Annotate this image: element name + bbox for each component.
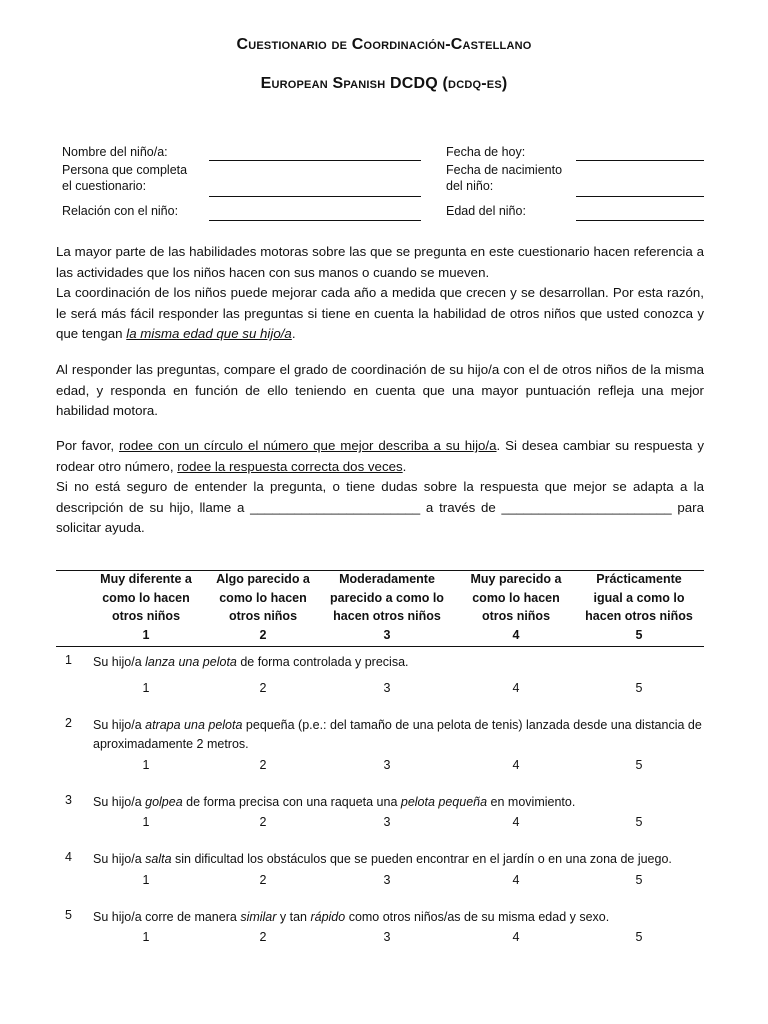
question-text-part: Su hijo/a: [93, 718, 146, 732]
scale-column-text: 5: [635, 627, 643, 642]
scale-column-text: como lo hacen: [472, 590, 560, 605]
question-text-part: sin dificultad los obstáculos que se pueden encontrar en el jardín o en una zona de juego.: [171, 852, 672, 866]
score-option[interactable]: 1: [142, 758, 150, 772]
question-emphasis: lanza una pelota: [145, 655, 237, 669]
scale-column-1: [84, 570, 208, 644]
scale-column-text: hacen otros niños: [585, 609, 693, 623]
question-number: 1: [65, 653, 72, 667]
table-header-rule: [56, 646, 704, 647]
age-field[interactable]: [576, 220, 704, 221]
question-number: 4: [65, 850, 72, 864]
birth-date-label-line2: del niño:: [446, 179, 494, 193]
score-option[interactable]: 1: [142, 873, 150, 887]
scale-column-text: 4: [512, 627, 520, 642]
relation-label: Relación con el niño:: [62, 204, 179, 218]
page-title: Cuestionario de Coordinación-Castellano: [236, 36, 532, 53]
score-option[interactable]: 3: [383, 873, 391, 887]
score-option[interactable]: 4: [512, 681, 520, 695]
today-date-field[interactable]: [576, 160, 704, 161]
birth-date-field[interactable]: [576, 196, 704, 197]
score-option[interactable]: 1: [142, 681, 150, 695]
scale-column-text: Moderadamente: [339, 572, 435, 586]
question-text-part: en movimiento.: [487, 795, 576, 809]
child-name-field[interactable]: [209, 160, 421, 161]
intro-paragraph-5: Si no está seguro de entender la pregunta, o tiene dudas sobre la respuesta que mejor se adapta a la descripción de su hijo, llame a _______________________ a través de _______________________ para solicitar ayuda.: [56, 479, 704, 535]
question-emphasis: atrapa una pelota: [145, 718, 243, 732]
scale-column-text: como lo hacen: [219, 590, 307, 605]
question-emphasis: pelota pequeña: [400, 795, 488, 809]
question-text-part: Su hijo/a: [93, 852, 146, 866]
scale-column-text: como lo hacen: [102, 590, 190, 605]
score-option[interactable]: 3: [383, 930, 391, 944]
question-text-part: como otros niños/as de su misma edad y sexo.: [345, 910, 610, 924]
intro-paragraph-1: La mayor parte de las habilidades motoras sobre las que se pregunta en este cuestionario hacen referencia a las actividades que los niños hacen con sus manos o cuando se mueven.: [56, 244, 704, 280]
score-option[interactable]: 2: [259, 873, 267, 887]
scale-column-2: [201, 570, 325, 644]
score-option[interactable]: 4: [512, 930, 520, 944]
score-option[interactable]: 5: [635, 758, 643, 772]
question-text: [93, 793, 705, 812]
birth-date-label-line1: Fecha de nacimiento: [446, 163, 563, 177]
scale-column-text: Muy diferente a: [100, 572, 192, 586]
score-option[interactable]: 1: [142, 815, 150, 829]
scale-column-text: 3: [383, 627, 391, 642]
scale-column-text: Prácticamente: [596, 572, 682, 586]
question-emphasis: golpea: [145, 795, 183, 809]
score-option[interactable]: 3: [383, 758, 391, 772]
score-option[interactable]: 2: [259, 681, 267, 695]
scale-column-3: [325, 570, 449, 644]
score-option[interactable]: 1: [142, 930, 150, 944]
score-option[interactable]: 2: [259, 815, 267, 829]
scale-column-text: Algo parecido a: [216, 572, 310, 586]
score-option[interactable]: 3: [383, 681, 391, 695]
question-text: [93, 716, 705, 754]
question-text: [93, 653, 705, 672]
question-text-part: y tan: [276, 910, 311, 924]
intro-paragraph-3: Al responder las preguntas, compare el grado de coordinación de su hijo/a con el de otros niños de la misma edad, y responda en función de ello teniendo en cuenta que una mayor puntuación refleja una mejor habilidad motora.: [56, 362, 704, 418]
question-text: [93, 908, 705, 927]
scale-column-text: otros niños: [481, 609, 551, 623]
score-option[interactable]: 4: [512, 758, 520, 772]
question-emphasis: rápido: [310, 910, 346, 924]
scale-column-text: otros niños: [228, 609, 298, 623]
page-subtitle: European Spanish DCDQ (dcdq-es): [260, 75, 508, 92]
score-option[interactable]: 5: [635, 930, 643, 944]
question-emphasis: salta: [145, 852, 172, 866]
score-option[interactable]: 4: [512, 815, 520, 829]
question-text-part: Su hijo/a corre de manera: [93, 910, 241, 924]
completer-label-line1: Persona que completa: [62, 163, 188, 177]
scale-column-5: [577, 570, 701, 644]
completer-field[interactable]: [209, 196, 421, 197]
scale-column-4: [454, 570, 578, 644]
score-option[interactable]: 2: [259, 758, 267, 772]
child-name-label: Nombre del niño/a:: [62, 145, 168, 159]
intro-block-1: [56, 242, 704, 345]
question-text-part: Su hijo/a: [93, 795, 146, 809]
scale-column-text: 1: [142, 627, 150, 642]
score-option[interactable]: 2: [259, 930, 267, 944]
age-label: Edad del niño:: [446, 204, 526, 218]
scale-column-text: Muy parecido a: [470, 572, 562, 586]
completer-label-line2: el cuestionario:: [62, 179, 147, 193]
question-text-part: de forma controlada y precisa.: [236, 655, 409, 669]
question-number: 3: [65, 793, 72, 807]
intro-block-2: [56, 436, 704, 539]
scale-column-text: parecido a como lo: [330, 590, 444, 605]
scale-column-text: otros niños: [111, 609, 181, 623]
score-option[interactable]: 5: [635, 681, 643, 695]
question-text-part: pequeña (p.e.: del tamaño de una pelota de tenis) lanzada desde una distancia de aproximadamente 2 metros.: [93, 718, 702, 751]
relation-field[interactable]: [209, 220, 421, 221]
question-text-part: Su hijo/a: [93, 655, 146, 669]
question-number: 5: [65, 908, 72, 922]
scale-column-text: igual a como lo: [593, 590, 685, 605]
intro-paragraph-2: La coordinación de los niños puede mejorar cada año a medida que crecen y se desarrollan. Por esta razón, le será más fácil responder las preguntas si tiene en cuenta la habilidad de otros niños que usted conozca y que tengan la misma edad que su hijo/a.: [56, 285, 704, 341]
score-option[interactable]: 5: [635, 873, 643, 887]
question-number: 2: [65, 716, 72, 730]
score-option[interactable]: 3: [383, 815, 391, 829]
question-text-part: de forma precisa con una raqueta una: [182, 795, 401, 809]
score-option[interactable]: 5: [635, 815, 643, 829]
question-text: [93, 850, 705, 869]
today-date-label: Fecha de hoy:: [446, 145, 526, 159]
intro-paragraph-4: Por favor, rodee con un círculo el número que mejor describa a su hijo/a. Si desea cambiar su respuesta y rodear otro número, rodee la respuesta correcta dos veces.: [56, 438, 704, 474]
scale-column-text: 2: [259, 627, 267, 642]
scale-column-text: hacen otros niños: [333, 609, 441, 623]
score-option[interactable]: 4: [512, 873, 520, 887]
question-emphasis: similar: [240, 910, 277, 924]
